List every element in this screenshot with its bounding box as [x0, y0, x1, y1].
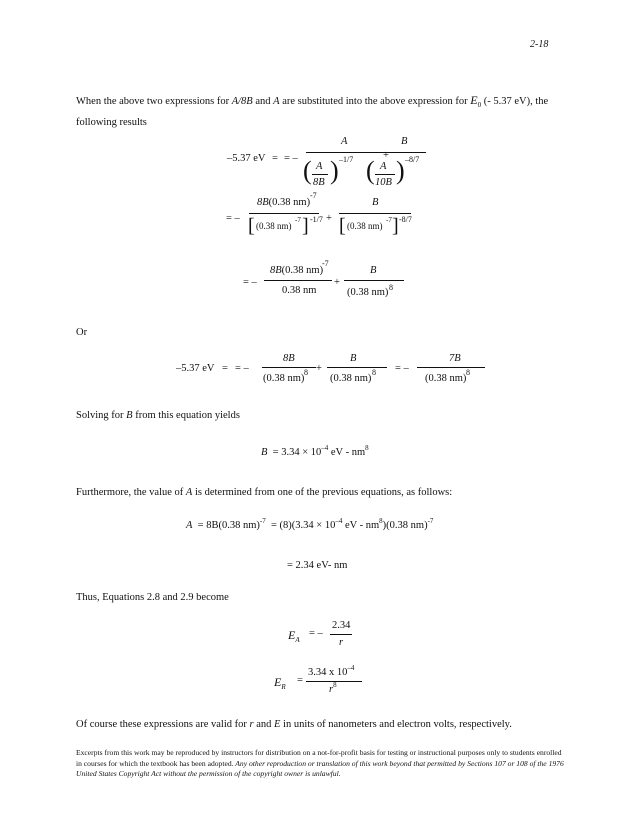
eq2-den2-outer: -8/7	[399, 215, 412, 224]
eq4-lead2: = –	[395, 363, 409, 374]
eq1-inner-bar-1	[312, 174, 328, 175]
eq9-lhs: $E_R$	[274, 675, 286, 691]
eq1-rparen-1: )	[330, 156, 339, 185]
eq1-exp2: –8/7	[405, 155, 420, 164]
eq1-num1: A	[341, 136, 348, 147]
eq4-den3-exp: 8	[466, 368, 470, 377]
eq4-den2: (0.38 nm)	[330, 373, 372, 384]
eq1-lparen-1: (	[303, 156, 312, 185]
equation-6: A = 8B(0.38 $nm)^{-7} = (8)(3.34 \times 10^{-4}$ eV - $nm^8)(0.38$ nm)$^{-7}$	[186, 517, 434, 531]
furthermore-paragraph: Furthermore, the value of A is determined from one of the previous equations, as follows:	[76, 487, 453, 498]
eq2-num1-exp: -7	[310, 191, 317, 200]
footer-normal: Excerpts from this work may be reproduced by instructors for distribution on a not-for-profit basis for testing or instructional purposes only to students enrolled in courses for which the textbook has been adopted.	[76, 748, 562, 768]
eq2-plus: +	[326, 213, 332, 224]
eq1-equals: =	[272, 153, 278, 164]
eq3-num1: 8B(0.38 nm)	[270, 265, 324, 276]
eq2-frac-bar-2	[339, 213, 411, 214]
eq4-equals: =	[222, 363, 228, 374]
solving-paragraph: Solving for B from this equation yields	[76, 410, 240, 421]
or-label: Or	[76, 327, 88, 338]
conclusion-paragraph: Of course these expressions are valid for r and E in units of nanometers and electron volts, respectively.	[76, 719, 512, 730]
eq3-den1: 0.38 nm	[282, 285, 317, 296]
eq3-plus: +	[334, 277, 340, 288]
page-number: 2-18	[530, 39, 549, 50]
thus-paragraph: Thus, Equations 2.8 and 2.9 become	[76, 592, 229, 603]
equation-7: = 2.34 eV- nm	[287, 560, 348, 571]
eq2-rbracket-2: ]	[392, 215, 399, 237]
intro-paragraph: When the above two expressions for A/8B and A are substituted into the above expression for $E_0$ (- 5.37 eV), the	[76, 93, 549, 109]
equation-5: $B = 3.34 \times 10^{-4}$ eV - $nm^8$	[261, 444, 369, 458]
eq2-frac-bar-1	[249, 213, 319, 214]
eq3-den2-exp: 8	[389, 283, 393, 292]
eq9-equals: =	[297, 675, 303, 686]
copyright-footer	[76, 748, 566, 780]
eq8-den: r	[339, 637, 344, 648]
intro-line-2: following results	[76, 117, 147, 128]
footer-italic: Any other reproduction or translation of this work beyond that permitted by Sections 107 or 108 of the 1976 United States Copyright Act without the permission of the copyright owner is unlawful.	[76, 758, 564, 779]
eq2-rbracket-1: ]	[302, 215, 309, 237]
eq4-frac-bar-3	[417, 367, 485, 368]
eq1-inner-num2: A	[380, 161, 387, 172]
eq4-plus: +	[316, 363, 322, 374]
eq2-lbracket-2: [	[339, 215, 346, 237]
eq1-inner-den2: 10B	[375, 177, 392, 188]
eq4-den1-exp: 8	[304, 368, 308, 377]
eq1-exp1: –1/7	[339, 155, 354, 164]
eq4-lhs: –5.37 eV	[176, 363, 215, 374]
eq4-lead: = –	[235, 363, 249, 374]
eq1-rparen-2: )	[396, 156, 405, 185]
eq1-inner-bar-2	[375, 174, 395, 175]
eq2-den1-exp: -7	[295, 216, 301, 224]
eq3-lead: = –	[243, 277, 257, 288]
eq3-frac-bar-2	[344, 280, 404, 281]
eq3-den2: (0.38 nm)	[347, 287, 389, 298]
eq8-frac-bar	[330, 634, 352, 635]
eq1-lparen-2: (	[366, 156, 375, 185]
eq8-num: 2.34	[332, 620, 351, 631]
eq2-den2: (0.38 nm)	[347, 221, 383, 231]
eq1-lhs: –5.37 eV	[227, 153, 266, 164]
eq2-den1-outer: -1/7	[310, 215, 323, 224]
eq4-num1: 8B	[283, 353, 295, 364]
eq2-den2-exp: -7	[386, 216, 392, 224]
eq1-frac-bar-2	[366, 152, 426, 153]
eq9-den: $r^8$	[329, 681, 337, 695]
eq9-num: 3.34 x $10^{-4}$	[308, 664, 355, 678]
eq2-den1: (0.38 nm)	[256, 221, 292, 231]
eq4-num3: 7B	[449, 353, 461, 364]
eq2-lead: = –	[226, 213, 240, 224]
eq8-lhs: $E_A$	[288, 628, 300, 644]
eq3-frac-bar-1	[264, 280, 332, 281]
eq3-num1-exp: -7	[322, 259, 329, 268]
eq1-plus: +	[383, 150, 389, 161]
eq1-inner-den1: 8B	[313, 177, 325, 188]
eq1-inner-num1: A	[316, 161, 323, 172]
eq2-num2: B	[372, 197, 379, 208]
eq1-num2: B	[401, 136, 408, 147]
eq4-den3: (0.38 nm)	[425, 373, 467, 384]
eq8-equals: = –	[309, 628, 323, 639]
eq4-den2-exp: 8	[372, 368, 376, 377]
eq4-den1: (0.38 nm)	[263, 373, 305, 384]
eq4-num2: B	[350, 353, 357, 364]
eq4-frac-bar-2	[327, 367, 387, 368]
eq3-num2: B	[370, 265, 377, 276]
eq2-num1: 8B(0.38 nm)	[257, 197, 311, 208]
eq1-minus: = –	[284, 153, 298, 164]
eq2-lbracket-1: [	[248, 215, 255, 237]
